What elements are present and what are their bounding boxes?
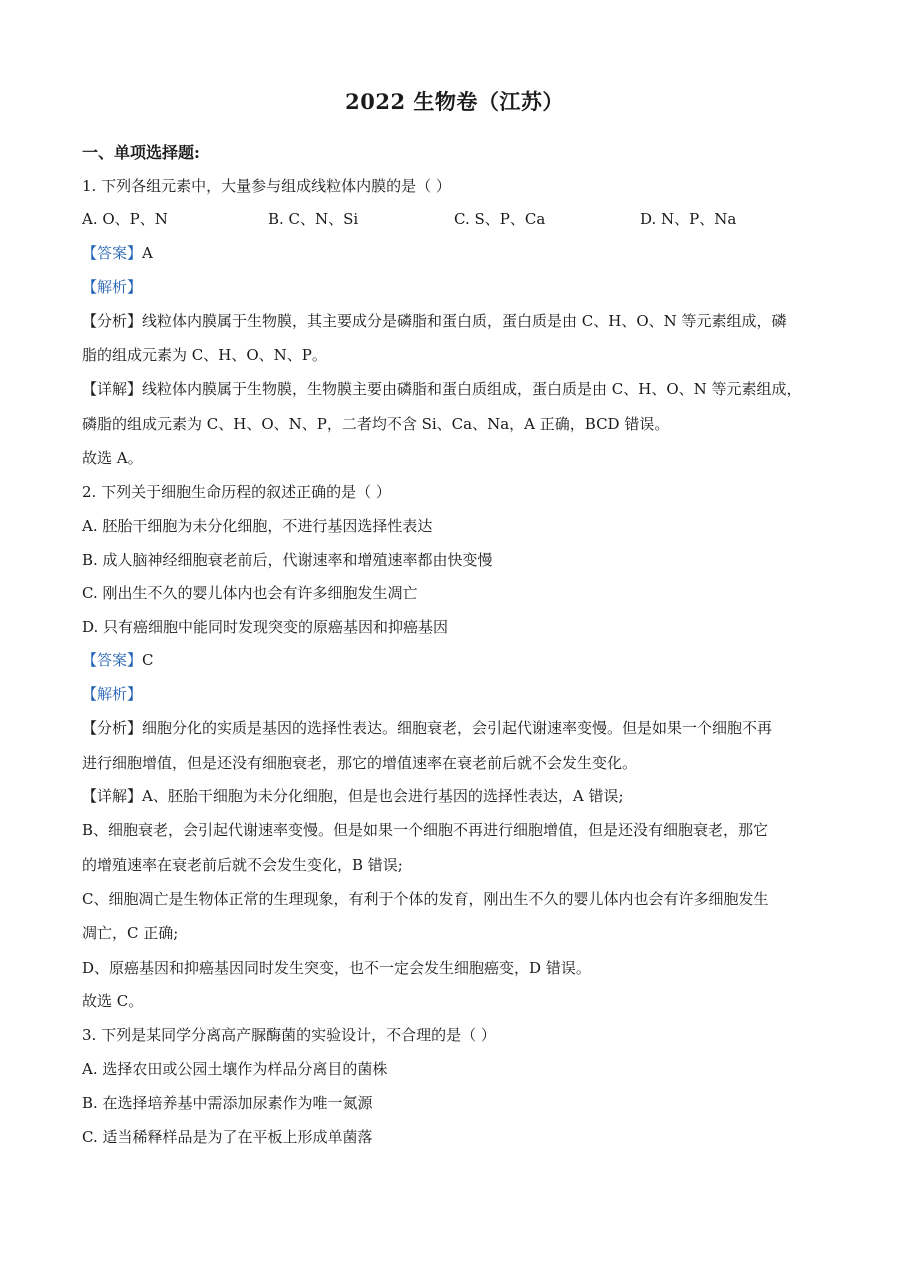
q1-detail-line-2: 磷脂的组成元素为 C、H、O、N、P，二者均不含 Si、Ca、Na，A 正确，BCD 错误。	[82, 415, 670, 433]
q3-option-b: B. 在选择培养基中需添加尿素作为唯一氮源	[82, 1094, 373, 1112]
detail-tag: 【详解】	[82, 380, 143, 398]
q2-stem: 2. 下列关于细胞生命历程的叙述正确的是（ ）	[82, 483, 391, 501]
q1-stem: 1. 下列各组元素中，大量参与组成线粒体内膜的是（ ）	[82, 177, 451, 195]
answer-tag: 【答案】	[82, 244, 143, 262]
q2-detail-line-1	[82, 786, 624, 806]
section-heading: 一、单项选择题:	[82, 143, 200, 162]
detail-text: 线粒体内膜属于生物膜，生物膜主要由磷脂和蛋白质组成，蛋白质是由 C、H、O、N 等元素组成，	[142, 380, 802, 398]
analysis-tag: 【分析】	[82, 312, 143, 330]
detail-tag: 【详解】	[82, 787, 143, 805]
q2-jiexi-tag: 【解析】	[82, 685, 143, 703]
q2-analysis-line-2: 进行细胞增值，但是还没有细胞衰老，那它的增值速率在衰老前后就不会发生变化。	[82, 754, 638, 772]
q2-option-b: B. 成人脑神经细胞衰老前后，代谢速率和增殖速率都由快变慢	[82, 551, 493, 569]
q2-detail-line-3: 的增殖速率在衰老前后就不会发生变化，B 错误;	[82, 856, 403, 874]
q1-detail-line-1	[82, 379, 802, 399]
q1-option-c: C. S、P、Ca	[454, 210, 546, 228]
page-title: 2022 生物卷（江苏）	[345, 89, 564, 114]
q2-detail-line-5: 凋亡，C 正确;	[82, 924, 179, 942]
q2-detail-line-6: D、原癌基因和抑癌基因同时发生突变，也不一定会发生细胞癌变，D 错误。	[82, 959, 591, 977]
q3-stem: 3. 下列是某同学分离高产脲酶菌的实验设计，不合理的是（ ）	[82, 1026, 496, 1044]
answer-tag: 【答案】	[82, 651, 143, 669]
q1-analysis-line-2: 脂的组成元素为 C、H、O、N、P。	[82, 346, 327, 364]
analysis-text: 细胞分化的实质是基因的选择性表达。细胞衰老，会引起代谢速率变慢。但是如果一个细胞不再	[142, 719, 773, 737]
q1-analysis-line-1	[82, 311, 787, 331]
answer-value: C	[142, 651, 154, 669]
q2-detail-line-2: B、细胞衰老，会引起代谢速率变慢。但是如果一个细胞不再进行细胞增值，但是还没有细胞衰老，那它	[82, 821, 769, 839]
detail-text: A、胚胎干细胞为未分化细胞，但是也会进行基因的选择性表达，A 错误;	[142, 787, 624, 805]
q3-option-a: A. 选择农田或公园土壤作为样品分离目的菌株	[82, 1060, 388, 1078]
analysis-text: 线粒体内膜属于生物膜，其主要成分是磷脂和蛋白质，蛋白质是由 C、H、O、N 等元素组成，磷	[142, 312, 787, 330]
answer-value: A	[142, 244, 153, 262]
q1-option-a: A. O、P、N	[82, 210, 168, 228]
q3-option-c: C. 适当稀释样品是为了在平板上形成单菌落	[82, 1128, 373, 1146]
analysis-tag: 【分析】	[82, 719, 143, 737]
q2-conclusion: 故选 C。	[82, 992, 144, 1010]
q1-option-d: D. N、P、Na	[640, 210, 737, 228]
q1-answer	[82, 243, 153, 263]
q1-option-b: B. C、N、Si	[268, 210, 359, 228]
q2-detail-line-4: C、细胞凋亡是生物体正常的生理现象，有利于个体的发育，刚出生不久的婴儿体内也会有许多细胞发生	[82, 890, 769, 908]
q2-answer	[82, 650, 154, 670]
q2-analysis-line-1	[82, 718, 772, 738]
q1-conclusion: 故选 A。	[82, 449, 143, 467]
q2-option-c: C. 刚出生不久的婴儿体内也会有许多细胞发生凋亡	[82, 584, 418, 602]
q1-jiexi-tag: 【解析】	[82, 278, 143, 296]
q2-option-a: A. 胚胎干细胞为未分化细胞，不进行基因选择性表达	[82, 517, 433, 535]
q2-option-d: D. 只有癌细胞中能同时发现突变的原癌基因和抑癌基因	[82, 618, 449, 636]
